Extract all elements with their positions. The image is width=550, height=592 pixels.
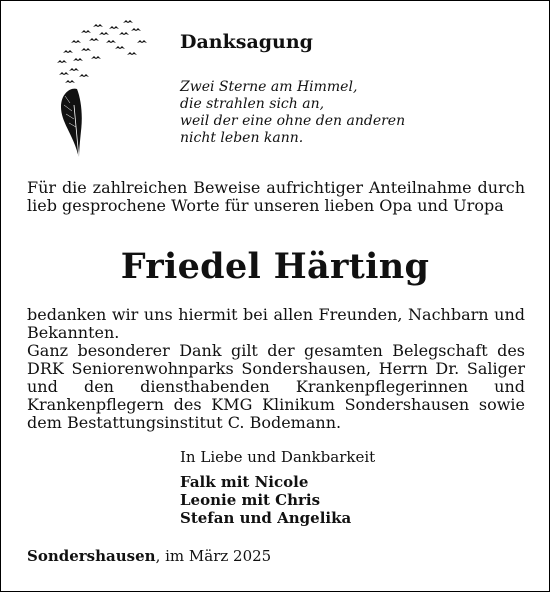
- poem-line: weil der eine ohne den anderen: [180, 113, 406, 129]
- feather-birds-icon: [51, 19, 151, 159]
- poem-line: die strahlen sich an,: [180, 96, 325, 112]
- signer: Falk mit Nicole: [180, 473, 309, 491]
- poem-line: nicht leben kann.: [180, 130, 304, 146]
- poem: [180, 79, 405, 147]
- thanks-paragraph: bedanken wir uns hiermit bei allen Freunden, Nachbarn und Bekannten.: [27, 305, 525, 342]
- signer: Leonie mit Chris: [180, 491, 321, 509]
- signer: Stefan und Angelika: [180, 509, 352, 527]
- notice-heading: Danksagung: [180, 31, 313, 53]
- thanks-paragraph: Ganz besonderer Dank gilt der gesamten Belegschaft des DRK Seniorenwohnparks Sondershausen, Herrn Dr. Saliger und den diensthabenden Krankenpflegerinnen und Krankenpflegern des KMG Klinikum Sondershausen sowie dem Bestattungsinstitut C. Bodemann.: [27, 341, 525, 432]
- closing-line: In Liebe und Dankbarkeit: [180, 448, 376, 466]
- deceased-name: Friedel Härting: [120, 246, 430, 287]
- poem-line: Zwei Sterne am Himmel,: [180, 79, 358, 95]
- signers: [180, 473, 351, 527]
- place: Sondershausen: [27, 547, 156, 565]
- place-date: [27, 547, 271, 565]
- date: , im März 2025: [155, 547, 272, 565]
- intro-text: Für die zahlreichen Beweise aufrichtiger Anteilnahme durch lieb gesprochene Worte für unseren lieben Opa und Uropa: [27, 178, 525, 215]
- thanks-text: [27, 306, 525, 432]
